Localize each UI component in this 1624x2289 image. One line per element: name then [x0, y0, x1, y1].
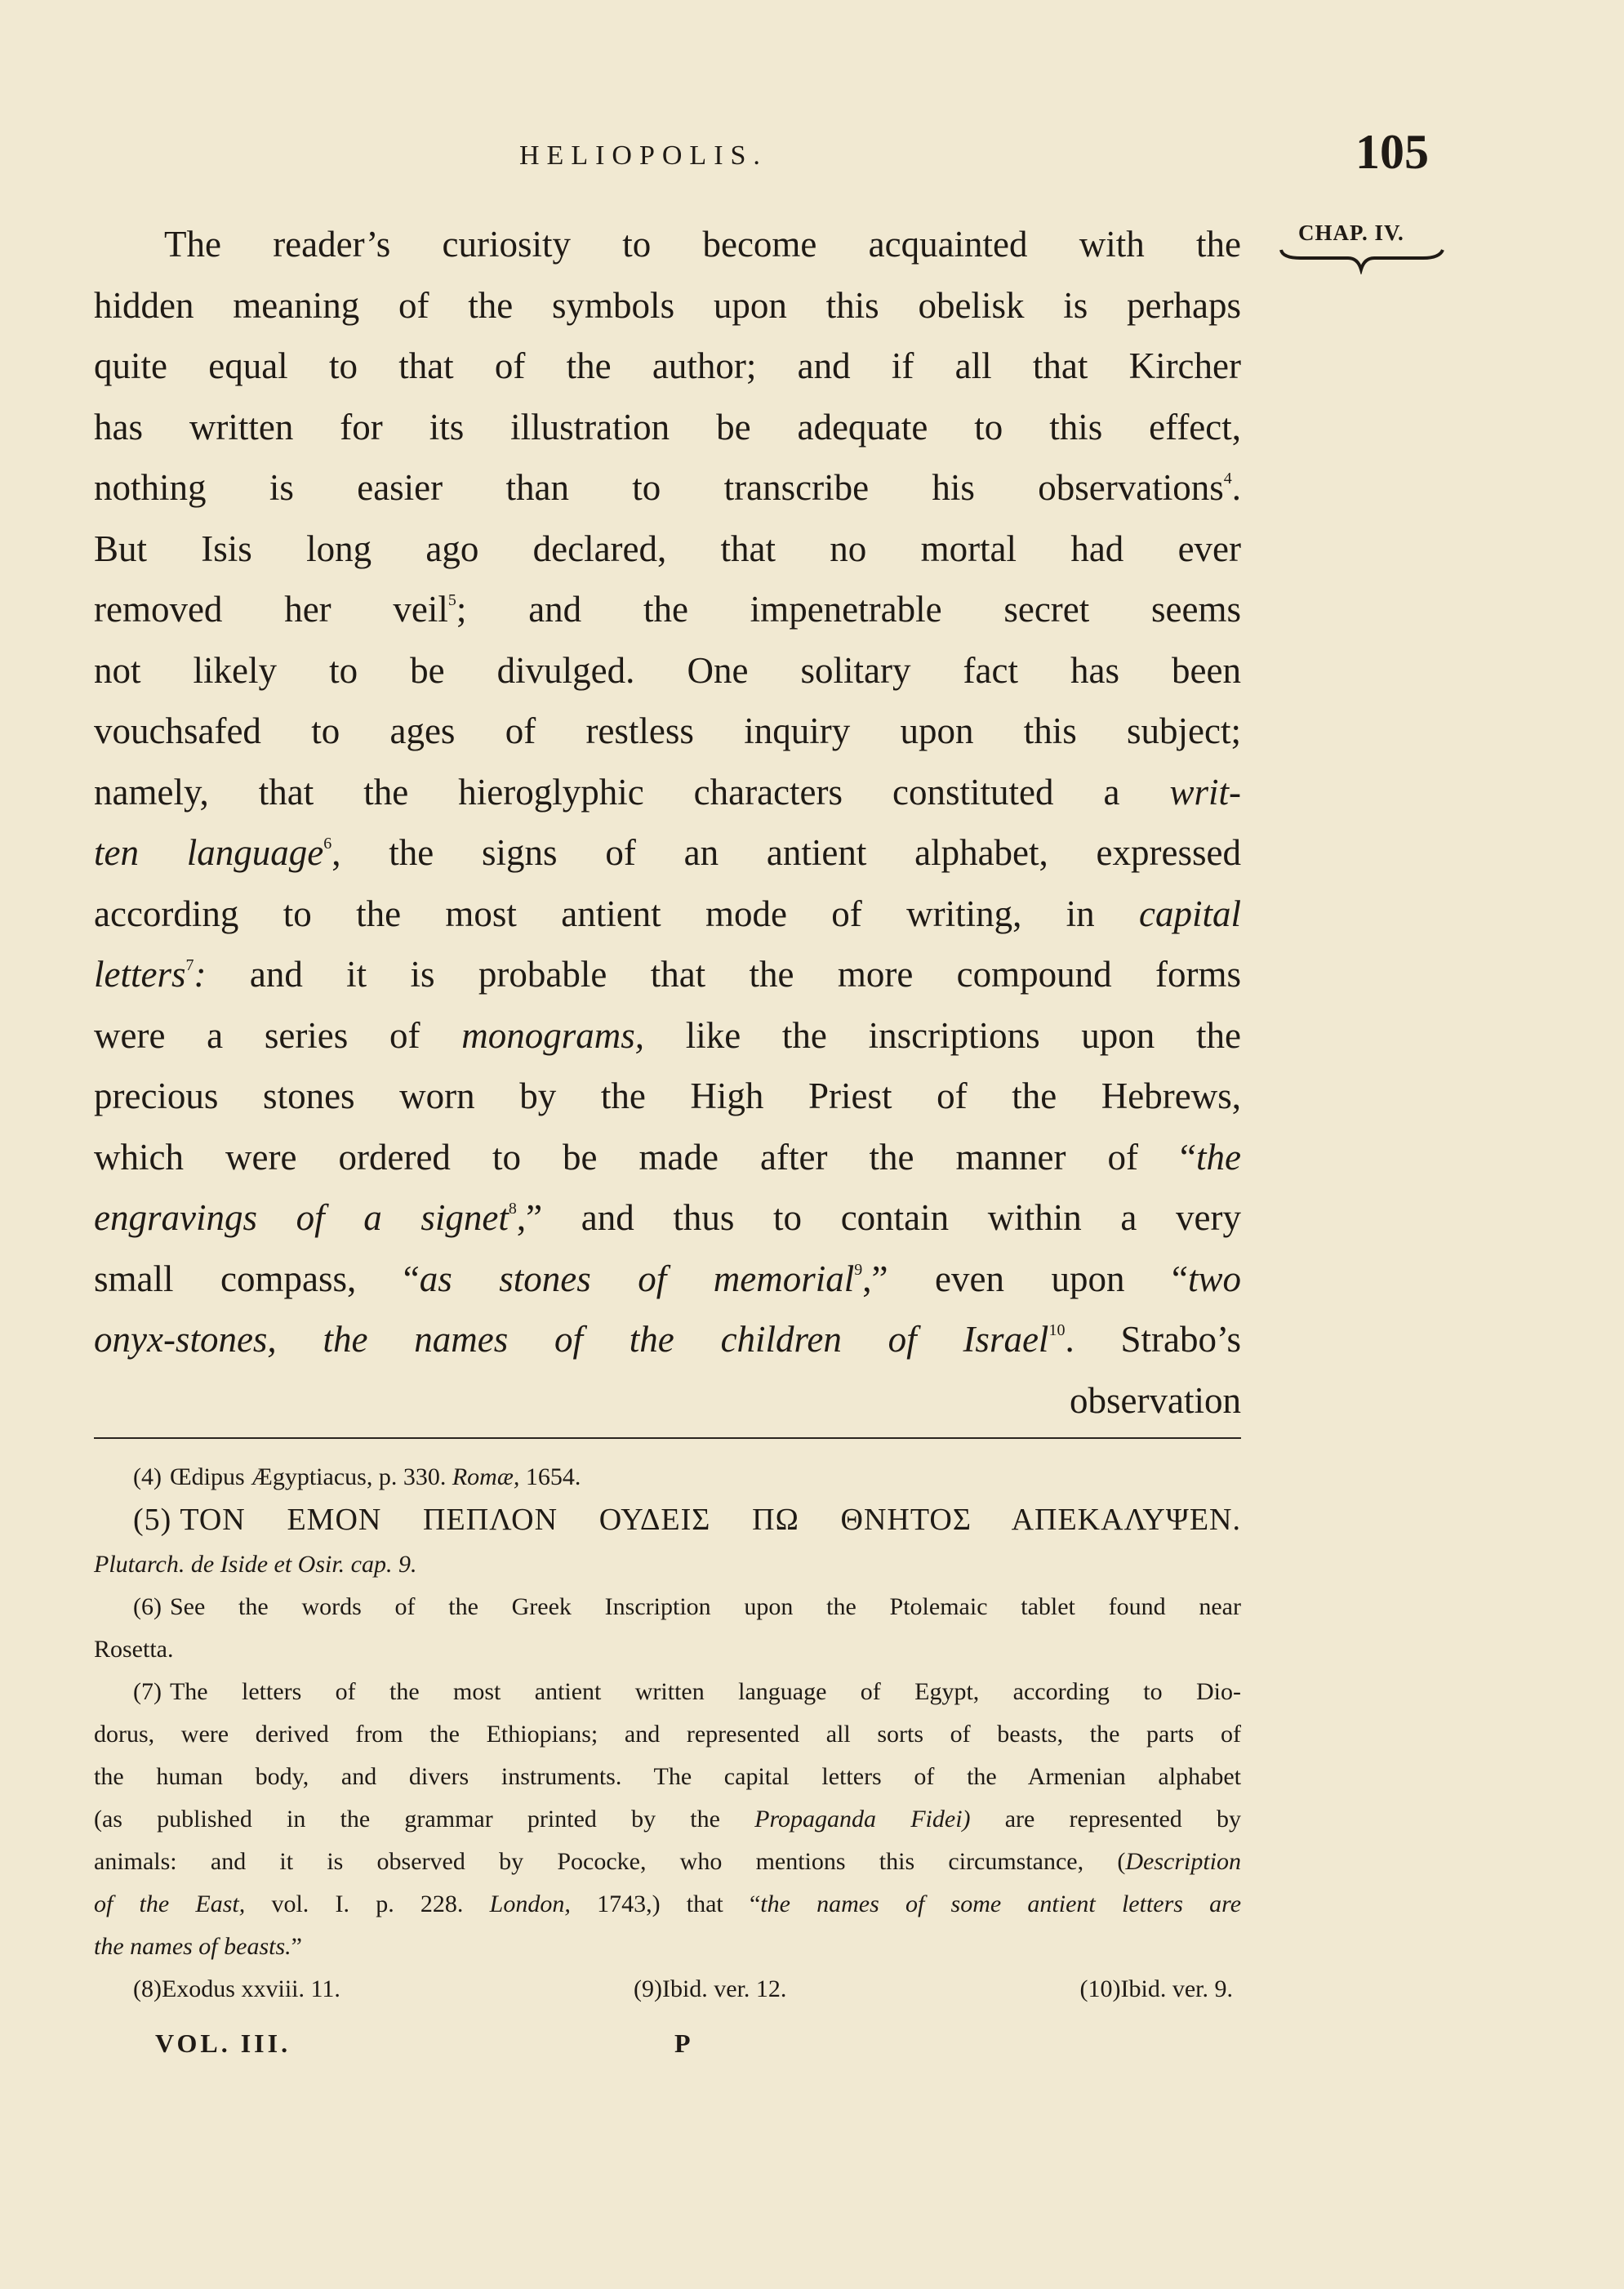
- catchword: observation: [1070, 1379, 1241, 1421]
- footnote-mark: 6: [323, 835, 332, 853]
- text-line: The reader’s curiosity to become acquainted with the: [164, 224, 1241, 265]
- footnotes-8-10: [94, 1968, 1241, 2011]
- text-line: engravings of a signet$^8$,” and thus to contain within a very: [94, 1197, 1242, 1238]
- text-line: according to the most antient mode of writing, in capital: [94, 893, 1241, 934]
- text-line: quite equal to that of the author; and if all that Kircher: [94, 345, 1241, 386]
- main-text: [94, 214, 1241, 1431]
- text-line: vouchsafed to ages of restless inquiry upon this subject;: [94, 710, 1241, 751]
- signature-mark: P: [674, 2028, 691, 2058]
- text-line: hidden meaning of the symbols upon this obelisk is perhaps: [94, 284, 1241, 326]
- footnote-mark: 7: [185, 956, 194, 974]
- volume-marker: VOL. III.: [155, 2028, 291, 2058]
- footnote-6: (6) See the words of the Greek Inscription upon the Ptolemaic tablet found near Rosetta.: [94, 1593, 1241, 1663]
- text-line: not likely to be divulged. One solitary fact has been: [94, 649, 1241, 691]
- text-line: has written for its illustration be adequate to this effect,: [94, 406, 1241, 448]
- text-line: small compass, “as stones of memorial$^9$,” even upon “two: [94, 1258, 1241, 1299]
- footnote-mark: 9: [854, 1260, 863, 1279]
- text-line: were a series of monograms, like the inscriptions upon the: [94, 1014, 1241, 1056]
- footnote-10: (10)Ibid. ver. 9.: [1079, 1975, 1233, 2002]
- chapter-side-note: CHAP. IV.: [1298, 220, 1404, 245]
- footnote-8: (8)Exodus xxviii. 11.: [133, 1975, 340, 2002]
- text-line: which were ordered to be made after the manner of “the: [94, 1136, 1241, 1178]
- footnotes: [94, 1456, 1241, 2011]
- footnote-mark: 4: [1223, 470, 1232, 488]
- text-line: ten language$^6$, the signs of an antient alphabet, expressed: [94, 832, 1241, 873]
- brace-ornament: [1276, 247, 1448, 274]
- text-line: letters$^7$: and it is probable that the more compound forms: [94, 954, 1241, 995]
- text-line: namely, that the hieroglyphic characters constituted a writ-: [94, 771, 1241, 813]
- footnote-7: (7) The letters of the most antient written language of Egypt, according to Dio- dorus, were derived from the Ethiopians; and represented all sorts of beasts, the parts of the human body, and divers instruments. The capital letters of the Armenian alphabet (as published in the grammar printed by the Propaganda Fidei) are represented by animals: and it is observed by Pococke, who mentions this circumstance, (Description of the East, vol. I. p. 228. London, 1743,) that “the names of some antient letters are the names of beasts.”: [94, 1678, 1242, 1960]
- footnote-mark: 5: [447, 591, 456, 609]
- text-line: removed her veil$^5$; and the impenetrable secret seems: [94, 589, 1242, 630]
- footnote-mark: 10: [1048, 1321, 1066, 1339]
- footnote-4: (4) Œdipus Ægyptiacus, p. 330. Romæ, 1654.: [133, 1463, 581, 1490]
- text-line: But Isis long ago declared, that no mortal had ever: [94, 528, 1241, 569]
- footnote-divider: [94, 1437, 1241, 1439]
- text-line: nothing is easier than to transcribe his observations$^4$.: [94, 467, 1241, 508]
- text-line: precious stones worn by the High Priest of the Hebrews,: [94, 1075, 1241, 1116]
- footnote-9: (9)Ibid. ver. 12.: [633, 1975, 787, 2002]
- running-title: HELIOPOLIS.: [519, 140, 768, 171]
- footnote-mark: 8: [508, 1200, 517, 1218]
- text-line: onyx-stones, the names of the children of Israel$^{10}$. Strabo’s: [94, 1319, 1241, 1360]
- footnote-5: (5) ΤΟΝ ΕΜΟΝ ΠΕΠΛΟΝ ΟΥΔΕΙΣ ΠΩ ΘΝΗΤΟΣ ΑΠΕΚΑΛΥΨΕΝ. Plutarch. de Iside et Osir. cap. 9.: [94, 1503, 1241, 1578]
- page-number: 105: [1355, 125, 1429, 179]
